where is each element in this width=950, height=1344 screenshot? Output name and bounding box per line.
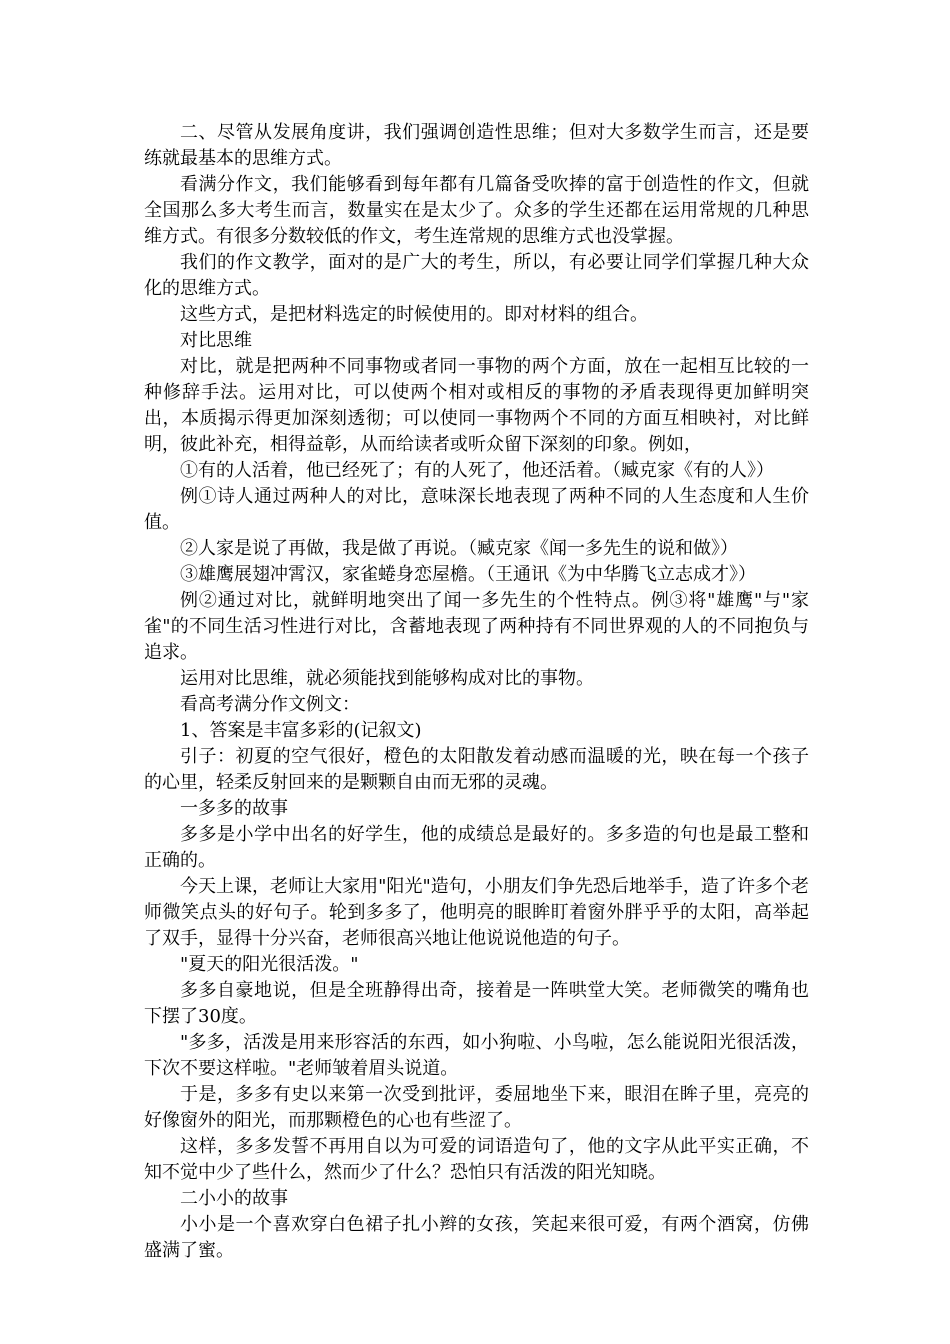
section-heading: 一多多的故事 [180,798,288,819]
paragraph: 例②通过对比，就鲜明地突出了闻一多先生的个性特点。例③将"雄鹰"与"家雀"的不同生活习性进行对比，含蓄地表现了两种持有不同世界观的人的不同抱负与追求。 [144,590,809,663]
example-quote: ③雄鹰展翅冲霄汉，家雀蜷身恋屋檐。（王通讯《为中华腾飞立志成才》） [180,564,756,585]
example-quote: ②人家是说了再做，我是做了再说。（臧克家《闻一多先生的说和做》） [180,538,738,559]
paragraph: "夏天的阳光很活泼。" [180,954,359,975]
paragraph: 二、尽管从发展角度讲，我们强调创造性思维；但对大多数学生而言，还是要练就最基本的思维方式。 [144,122,809,169]
section-heading: 二小小的故事 [180,1188,288,1209]
paragraph: 看满分作文，我们能够看到每年都有几篇备受吹捧的富于创造性的作文，但就全国那么多大考生而言，数量实在是太少了。众多的学生还都在运用常规的几种思维方式。有很多分数较低的作文，考生连常规的思维方式也没掌握。 [144,174,809,247]
paragraph: 于是，多多有史以来第一次受到批评，委屈地坐下来，眼泪在眸子里，亮亮的好像窗外的阳光，而那颗橙色的心也有些涩了。 [144,1084,809,1131]
example-quote: ①有的人活着，他已经死了；有的人死了，他还活着。（臧克家《有的人》） [180,460,774,481]
document-page [144,120,809,1264]
paragraph: 运用对比思维，就必须能找到能够构成对比的事物。 [180,668,594,689]
paragraph: 这些方式，是把材料选定的时候使用的。即对材料的组合。 [180,304,648,325]
paragraph: 这样，多多发誓不再用自以为可爱的词语造句了，他的文字从此平实正确，不知不觉中少了些什么，然而少了什么？恐怕只有活泼的阳光知晓。 [144,1136,809,1183]
paragraph: 多多是小学中出名的好学生，他的成绩总是最好的。多多造的句也是最工整和正确的。 [144,824,809,871]
paragraph: 例①诗人通过两种人的对比，意味深长地表现了两种不同的人生态度和人生价值。 [144,486,809,533]
paragraph: 小小是一个喜欢穿白色裙子扎小辫的女孩，笑起来很可爱，有两个酒窝，仿佛盛满了蜜。 [144,1214,809,1261]
section-heading: 对比思维 [180,330,252,351]
paragraph: 今天上课，老师让大家用"阳光"造句，小朋友们争先恐后地举手，造了许多个老师微笑点头的好句子。轮到多多了，他明亮的眼眸盯着窗外胖乎乎的太阳，高举起了双手，显得十分兴奋，老师很高兴地让他说说他造的句子。 [144,876,809,949]
paragraph: 引子：初夏的空气很好，橙色的太阳散发着动感而温暖的光，映在每一个孩子的心里，轻柔反射回来的是颗颗自由而无邪的灵魂。 [144,746,809,793]
paragraph: "多多，活泼是用来形容活的东西，如小狗啦、小鸟啦，怎么能说阳光很活泼，下次不要这样啦。"老师皱着眉头说道。 [144,1032,809,1079]
paragraph: 对比，就是把两种不同事物或者同一事物的两个方面，放在一起相互比较的一种修辞手法。运用对比，可以使两个相对或相反的事物的矛盾表现得更加鲜明突出，本质揭示得更加深刻透彻；可以使同一事物两个不同的方面互相映衬，对比鲜明，彼此补充，相得益彰，从而给读者或听众留下深刻的印象。例如， [144,356,809,455]
paragraph: 我们的作文教学，面对的是广大的考生，所以，有必要让同学们掌握几种大众化的思维方式。 [144,252,809,299]
paragraph: 多多自豪地说，但是全班静得出奇，接着是一阵哄堂大笑。老师微笑的嘴角也下摆了30度。 [144,980,809,1027]
essay-title: 1、答案是丰富多彩的(记叙文) [180,720,422,741]
paragraph: 看高考满分作文例文： [180,694,360,715]
